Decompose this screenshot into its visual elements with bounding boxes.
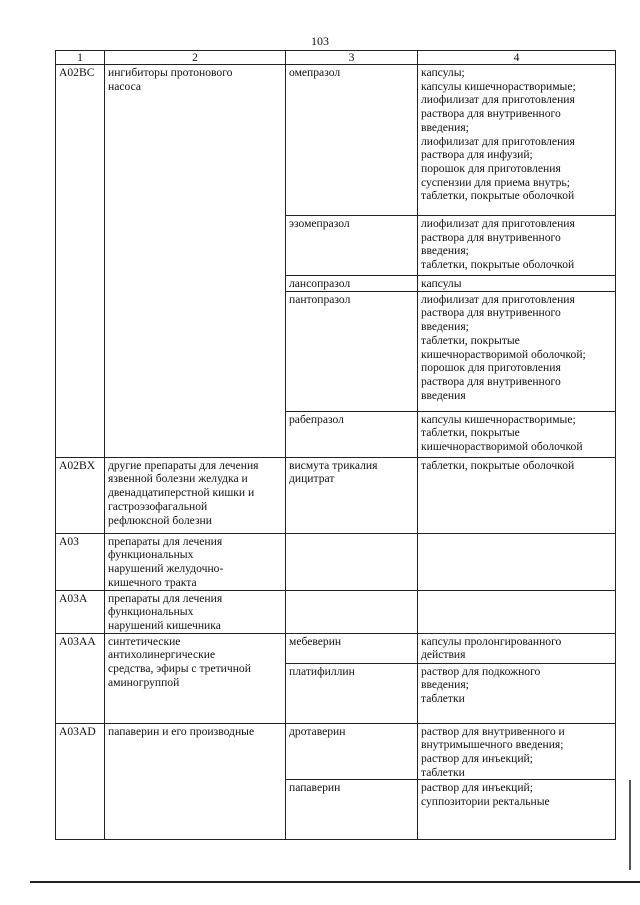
dosage-forms-cell: капсулы — [418, 276, 616, 292]
dosage-forms-cell: капсулы; капсулы кишечнорастворимые; лиофилизат для приготовления раствора для внутривенного введения; лиофилизат для приготовления раствора для инфузий; порошок для приготовления суспензии для приема внутрь; таблетки, покрытые оболочкой — [418, 65, 616, 216]
group-name-cell: препараты для лечения функциональных нарушений кишечника — [105, 590, 286, 633]
drug-name-cell: мебеверин — [286, 633, 418, 663]
table-row — [56, 633, 616, 663]
drug-table — [55, 50, 616, 840]
bottom-rule — [30, 881, 640, 883]
dosage-forms-cell: капсулы пролонгированного действия — [418, 633, 616, 663]
group-name-cell: синтетические антихолинергические средства, эфиры с третичной аминогруппой — [105, 633, 286, 723]
column-header: 2 — [105, 51, 286, 65]
atc-code-cell: A02BX — [56, 457, 105, 533]
atc-code-cell: A03AD — [56, 723, 105, 840]
dosage-forms-cell: капсулы кишечнорастворимые; таблетки, покрытые кишечнорастворимой оболочкой — [418, 411, 616, 457]
drug-name-cell: омепразол — [286, 65, 418, 216]
drug-name-cell: платифиллин — [286, 663, 418, 723]
dosage-forms-cell — [418, 533, 616, 590]
group-name-cell: папаверин и его производные — [105, 723, 286, 840]
atc-code-cell: A03AA — [56, 633, 105, 723]
table-row — [56, 533, 616, 590]
column-header: 4 — [418, 51, 616, 65]
drug-name-cell: лансопразол — [286, 276, 418, 292]
drug-name-cell: рабепразол — [286, 411, 418, 457]
atc-code-cell: A03 — [56, 533, 105, 590]
table-row — [56, 590, 616, 633]
dosage-forms-cell: лиофилизат для приготовления раствора для внутривенного введения; таблетки, покрытые оболочкой — [418, 216, 616, 276]
drug-name-cell — [286, 533, 418, 590]
atc-code-cell: A02BC — [56, 65, 105, 458]
table-row — [56, 723, 616, 780]
table-row — [56, 457, 616, 533]
column-header: 3 — [286, 51, 418, 65]
dosage-forms-cell — [418, 590, 616, 633]
group-name-cell: другие препараты для лечения язвенной болезни желудка и двенадцатиперстной кишки и гастроэзофагальной рефлюксной болезни — [105, 457, 286, 533]
group-name-cell: препараты для лечения функциональных нарушений желудочно- кишечного тракта — [105, 533, 286, 590]
dosage-forms-cell: раствор для внутривенного и внутримышечного введения; раствор для инъекций; таблетки — [418, 723, 616, 780]
drug-name-cell: папаверин — [286, 780, 418, 840]
dosage-forms-cell: лиофилизат для приготовления раствора для внутривенного введения; таблетки, покрытые кишечнорастворимой оболочкой; порошок для приготовления раствора для внутривенного введения — [418, 291, 616, 411]
dosage-forms-cell: таблетки, покрытые оболочкой — [418, 457, 616, 533]
column-header: 1 — [56, 51, 105, 65]
group-name-cell: ингибиторы протонового насоса — [105, 65, 286, 458]
table-row — [56, 65, 616, 216]
dosage-forms-cell: раствор для подкожного введения; таблетки — [418, 663, 616, 723]
atc-code-cell: A03A — [56, 590, 105, 633]
drug-name-cell: дротаверин — [286, 723, 418, 780]
header-row — [56, 51, 616, 65]
drug-name-cell — [286, 590, 418, 633]
drug-name-cell: пантопразол — [286, 291, 418, 411]
page-number: 103 — [311, 34, 329, 48]
dosage-forms-cell: раствор для инъекций; суппозитории ректальные — [418, 780, 616, 840]
scan-edge-mark — [629, 780, 631, 870]
drug-name-cell: эзомепразол — [286, 216, 418, 276]
drug-name-cell: висмута трикалия дицитрат — [286, 457, 418, 533]
